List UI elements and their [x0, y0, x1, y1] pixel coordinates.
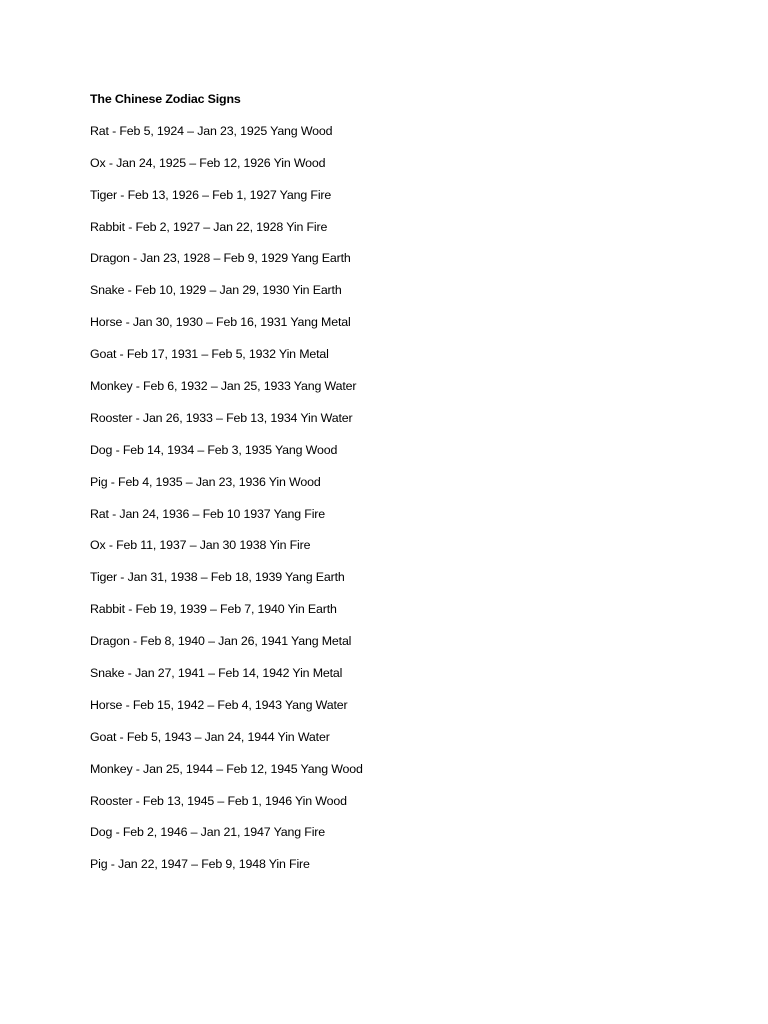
- zodiac-entry-horse-1930: Horse - Jan 30, 1930 – Feb 16, 1931 Yang Metal: [90, 315, 351, 330]
- zodiac-entry-monkey-1944: Monkey - Jan 25, 1944 – Feb 12, 1945 Yang Wood: [90, 761, 363, 776]
- zodiac-entry-pig-1935: Pig - Feb 4, 1935 – Jan 23, 1936 Yin Wood: [90, 474, 321, 489]
- document-body: [90, 89, 730, 886]
- zodiac-entry-tiger-1926: Tiger - Feb 13, 1926 – Feb 1, 1927 Yang Fire: [90, 187, 332, 202]
- zodiac-entry-goat-1931: Goat - Feb 17, 1931 – Feb 5, 1932 Yin Metal: [90, 347, 329, 362]
- zodiac-entry-rooster-1933: Rooster - Jan 26, 1933 – Feb 13, 1934 Yin Water: [90, 410, 353, 425]
- zodiac-list: [90, 121, 730, 886]
- zodiac-entry-ox-1925: Ox - Jan 24, 1925 – Feb 12, 1926 Yin Wood: [90, 155, 326, 170]
- zodiac-entry-rat-1936: Rat - Jan 24, 1936 – Feb 10 1937 Yang Fire: [90, 506, 326, 521]
- zodiac-entry-rooster-1945: Rooster - Feb 13, 1945 – Feb 1, 1946 Yin Wood: [90, 793, 347, 808]
- zodiac-entry-dragon-1928: Dragon - Jan 23, 1928 – Feb 9, 1929 Yang Earth: [90, 251, 351, 266]
- zodiac-entry-rat-1924: Rat - Feb 5, 1924 – Jan 23, 1925 Yang Wood: [90, 123, 333, 138]
- zodiac-entry-dog-1934: Dog - Feb 14, 1934 – Feb 3, 1935 Yang Wood: [90, 442, 338, 457]
- zodiac-entry-rabbit-1939: Rabbit - Feb 19, 1939 – Feb 7, 1940 Yin Earth: [90, 602, 337, 617]
- zodiac-entry-rabbit-1927: Rabbit - Feb 2, 1927 – Jan 22, 1928 Yin Fire: [90, 219, 328, 234]
- zodiac-entry-dragon-1940: Dragon - Feb 8, 1940 – Jan 26, 1941 Yang Metal: [90, 634, 352, 649]
- zodiac-entry-snake-1941: Snake - Jan 27, 1941 – Feb 14, 1942 Yin Metal: [90, 666, 343, 681]
- zodiac-entry-monkey-1932: Monkey - Feb 6, 1932 – Jan 25, 1933 Yang Water: [90, 379, 357, 394]
- zodiac-entry-horse-1942: Horse - Feb 15, 1942 – Feb 4, 1943 Yang Water: [90, 697, 348, 712]
- document-title: The Chinese Zodiac Signs: [90, 92, 241, 106]
- zodiac-entry-pig-1947: Pig - Jan 22, 1947 – Feb 9, 1948 Yin Fire: [90, 857, 310, 872]
- zodiac-entry-dog-1946: Dog - Feb 2, 1946 – Jan 21, 1947 Yang Fire: [90, 825, 326, 840]
- zodiac-entry-goat-1943: Goat - Feb 5, 1943 – Jan 24, 1944 Yin Water: [90, 729, 330, 744]
- zodiac-entry-snake-1929: Snake - Feb 10, 1929 – Jan 29, 1930 Yin Earth: [90, 283, 342, 298]
- zodiac-entry-tiger-1938: Tiger - Jan 31, 1938 – Feb 18, 1939 Yang Earth: [90, 570, 345, 585]
- zodiac-entry-ox-1937: Ox - Feb 11, 1937 – Jan 30 1938 Yin Fire: [90, 538, 311, 553]
